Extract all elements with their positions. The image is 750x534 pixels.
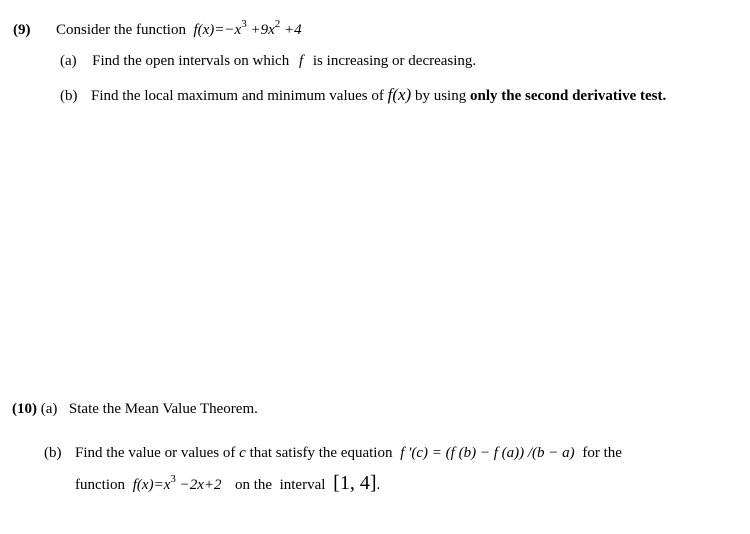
question-10b-function-word: function xyxy=(75,477,125,493)
question-10b-continuation xyxy=(75,473,380,493)
question-10b-text-mid: that satisfy the equation xyxy=(249,445,393,461)
question-10b xyxy=(44,446,622,461)
question-10a-text: State the Mean Value Theorem. xyxy=(68,401,258,417)
question-10b-variable: c xyxy=(239,445,246,461)
question-10a xyxy=(12,402,258,417)
question-9-intro: Consider the function xyxy=(56,22,186,38)
question-10b-period: . xyxy=(376,477,381,493)
question-9b-text-before: Find the local maximum and minimum values of xyxy=(91,88,384,104)
question-9b-label: (b) xyxy=(60,88,78,104)
question-9a-text-after: is increasing or decreasing. xyxy=(312,53,477,69)
question-10b-text-after: for the xyxy=(582,445,622,461)
question-10-number: (10) xyxy=(12,401,37,417)
interval-notation: [1, 4] xyxy=(333,472,377,494)
question-9a xyxy=(60,54,476,69)
question-9a-text-before: Find the open intervals on which xyxy=(92,53,290,69)
question-10b-text-before: Find the value or values of xyxy=(75,445,236,461)
question-10b-label: (b) xyxy=(44,445,62,461)
question-9a-math: f xyxy=(298,53,304,69)
question-10a-label: (a) xyxy=(40,401,58,417)
question-10b-interval-text: on the interval xyxy=(235,477,326,493)
question-9-heading xyxy=(13,18,302,38)
function-formula: $f(x)=-x^3 +9x^2 +4$ xyxy=(193,18,302,38)
question-9b-math: f(x) xyxy=(387,85,412,104)
question-9b-text-mid: by using xyxy=(414,88,467,104)
mean-value-equation: f ′(c) = (f (b) − f (a)) /(b − a) xyxy=(400,445,575,461)
question-9a-label: (a) xyxy=(60,53,77,69)
question-9-number: (9) xyxy=(13,22,31,38)
question-10b-function-formula: $f(x)=x^3 -2x+2$ xyxy=(132,473,222,493)
question-9b xyxy=(60,86,666,104)
question-9b-text-bold: only the second derivative test. xyxy=(469,88,667,104)
